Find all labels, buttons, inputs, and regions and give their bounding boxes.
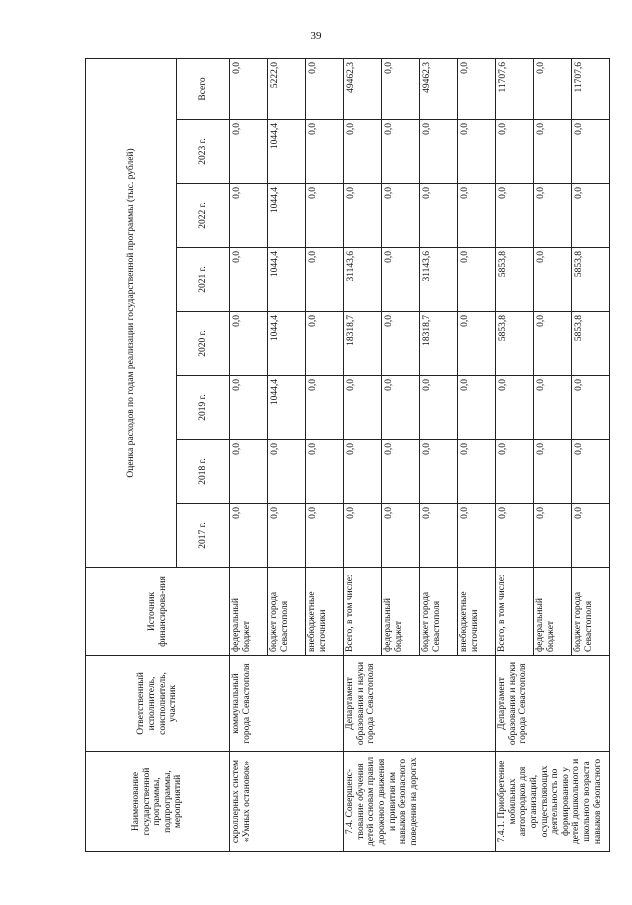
year-value-cell: 0,0 — [458, 376, 496, 440]
year-value-cell: 0,0 — [572, 504, 610, 568]
year-value-cell: 0,0 — [458, 440, 496, 504]
year-value-cell: 0,0 — [230, 248, 268, 312]
year-value-cell: 0,0 — [230, 120, 268, 184]
header-name: Наименование государственной программы, подпрограммы, мероприятий — [86, 752, 230, 852]
measure-name-cell: 7.4. Совершенс-твование обучения детей основам правил дорожного движения и привития им навыков безопасного поведения на дорогах — [344, 752, 496, 852]
year-value-cell: 31143,6 — [344, 248, 382, 312]
year-value-cell: 0,0 — [572, 440, 610, 504]
year-value-cell: 0,0 — [344, 376, 382, 440]
total-value-cell: 49462,3 — [420, 58, 458, 119]
header-expenditure-group: Оценка расходов по годам реализации государственной программы (тыс. рублей) — [86, 58, 177, 567]
header-year: 2018 г. — [177, 440, 230, 504]
year-value-cell: 0,0 — [534, 504, 572, 568]
funding-source-cell: бюджет города Севастополя — [572, 568, 610, 656]
total-value-cell: 0,0 — [306, 58, 344, 119]
year-value-cell: 0,0 — [306, 376, 344, 440]
funding-source-cell: внебюджетные источники — [306, 568, 344, 656]
funding-source-cell: Всего, в том числе: — [344, 568, 382, 656]
year-value-cell: 0,0 — [306, 184, 344, 248]
year-value-cell: 0,0 — [306, 312, 344, 376]
funding-source-cell: Всего, в том числе: — [496, 568, 534, 656]
total-value-cell: 11707,6 — [496, 58, 534, 119]
year-value-cell: 0,0 — [382, 504, 420, 568]
year-value-cell: 0,0 — [230, 440, 268, 504]
header-total: Всего — [177, 58, 230, 119]
page-number: 39 — [310, 30, 322, 42]
year-value-cell: 0,0 — [306, 504, 344, 568]
executor-cell: Департамент образования и науки города Севастополя — [344, 656, 496, 752]
year-value-cell: 0,0 — [420, 184, 458, 248]
year-value-cell: 0,0 — [534, 184, 572, 248]
year-value-cell: 0,0 — [382, 312, 420, 376]
year-value-cell: 0,0 — [344, 120, 382, 184]
year-value-cell: 0,0 — [420, 504, 458, 568]
funding-source-cell: бюджет города Севастополя — [268, 568, 306, 656]
expenditure-table — [85, 58, 610, 852]
year-value-cell: 1044,4 — [268, 184, 306, 248]
table-body — [230, 58, 610, 851]
year-value-cell: 0,0 — [420, 376, 458, 440]
year-value-cell: 0,0 — [382, 248, 420, 312]
year-value-cell: 0,0 — [534, 440, 572, 504]
year-value-cell: 0,0 — [344, 504, 382, 568]
year-value-cell: 0,0 — [306, 248, 344, 312]
year-value-cell: 0,0 — [496, 120, 534, 184]
year-value-cell: 0,0 — [230, 504, 268, 568]
year-value-cell: 1044,4 — [268, 312, 306, 376]
year-value-cell: 0,0 — [230, 184, 268, 248]
year-value-cell: 0,0 — [572, 120, 610, 184]
funding-source-cell: бюджет города Севастополя — [420, 568, 458, 656]
total-value-cell: 5222,0 — [268, 58, 306, 119]
year-value-cell: 0,0 — [382, 120, 420, 184]
header-year: 2022 г. — [177, 184, 230, 248]
year-value-cell: 1044,4 — [268, 120, 306, 184]
year-value-cell: 0,0 — [458, 312, 496, 376]
year-value-cell: 0,0 — [306, 120, 344, 184]
year-value-cell: 0,0 — [458, 184, 496, 248]
funding-source-cell: федеральный бюджет — [382, 568, 420, 656]
table-frame — [85, 59, 603, 852]
year-value-cell: 0,0 — [572, 376, 610, 440]
header-year: 2019 г. — [177, 376, 230, 440]
total-value-cell: 0,0 — [534, 58, 572, 119]
year-value-cell: 5853,8 — [572, 248, 610, 312]
executor-cell: Департамент образования и науки города Севастополя — [496, 656, 610, 752]
total-value-cell: 49462,3 — [344, 58, 382, 119]
year-value-cell: 0,0 — [534, 376, 572, 440]
year-value-cell: 0,0 — [268, 440, 306, 504]
measure-name-cell: 7.4.1. Приобретение мобильных автогородков для организаций, осуществляющих деятельность по формированию у детей дошкольного и школьного возраста навыков безопасного — [496, 752, 610, 852]
year-value-cell: 1044,4 — [268, 376, 306, 440]
year-value-cell: 5853,8 — [496, 248, 534, 312]
header-executor: Ответственный исполнитель, соисполнитель, участник — [86, 656, 230, 752]
table-row — [230, 58, 268, 851]
year-value-cell: 0,0 — [382, 184, 420, 248]
year-value-cell: 5853,8 — [572, 312, 610, 376]
year-value-cell: 0,0 — [420, 440, 458, 504]
rotated-table-container — [85, 59, 603, 852]
header-year: 2017 г. — [177, 504, 230, 568]
funding-source-cell: внебюджетные источники — [458, 568, 496, 656]
year-value-cell: 18318,7 — [420, 312, 458, 376]
measure-name-cell: скроллерных систем «Умных остановок» — [230, 752, 344, 852]
year-value-cell: 0,0 — [496, 376, 534, 440]
year-value-cell: 0,0 — [344, 440, 382, 504]
year-value-cell: 0,0 — [420, 120, 458, 184]
year-value-cell: 1044,4 — [268, 248, 306, 312]
total-value-cell: 0,0 — [230, 58, 268, 119]
funding-source-cell: федеральный бюджет — [230, 568, 268, 656]
header-year: 2020 г. — [177, 312, 230, 376]
total-value-cell: 11707,6 — [572, 58, 610, 119]
header-source: Источник финансирова-ния — [86, 568, 230, 656]
year-value-cell: 0,0 — [534, 312, 572, 376]
year-value-cell: 0,0 — [458, 504, 496, 568]
year-value-cell: 0,0 — [458, 248, 496, 312]
year-value-cell: 0,0 — [458, 120, 496, 184]
year-value-cell: 0,0 — [344, 184, 382, 248]
year-value-cell: 5853,8 — [496, 312, 534, 376]
year-value-cell: 0,0 — [534, 120, 572, 184]
year-value-cell: 0,0 — [496, 504, 534, 568]
year-value-cell: 0,0 — [306, 440, 344, 504]
funding-source-cell: федеральный бюджет — [534, 568, 572, 656]
executor-cell: коммунальный города Севастополя — [230, 656, 344, 752]
year-value-cell: 0,0 — [230, 312, 268, 376]
header-year: 2023 г. — [177, 120, 230, 184]
year-value-cell: 0,0 — [534, 248, 572, 312]
total-value-cell: 0,0 — [382, 58, 420, 119]
year-value-cell: 0,0 — [382, 440, 420, 504]
year-value-cell: 18318,7 — [344, 312, 382, 376]
year-value-cell: 0,0 — [382, 376, 420, 440]
table-row — [344, 58, 382, 851]
year-value-cell: 0,0 — [572, 184, 610, 248]
year-value-cell: 0,0 — [268, 504, 306, 568]
year-value-cell: 0,0 — [496, 184, 534, 248]
year-value-cell: 31143,6 — [420, 248, 458, 312]
total-value-cell: 0,0 — [458, 58, 496, 119]
year-value-cell: 0,0 — [230, 376, 268, 440]
header-year: 2021 г. — [177, 248, 230, 312]
table-row — [496, 58, 534, 851]
year-value-cell: 0,0 — [496, 440, 534, 504]
